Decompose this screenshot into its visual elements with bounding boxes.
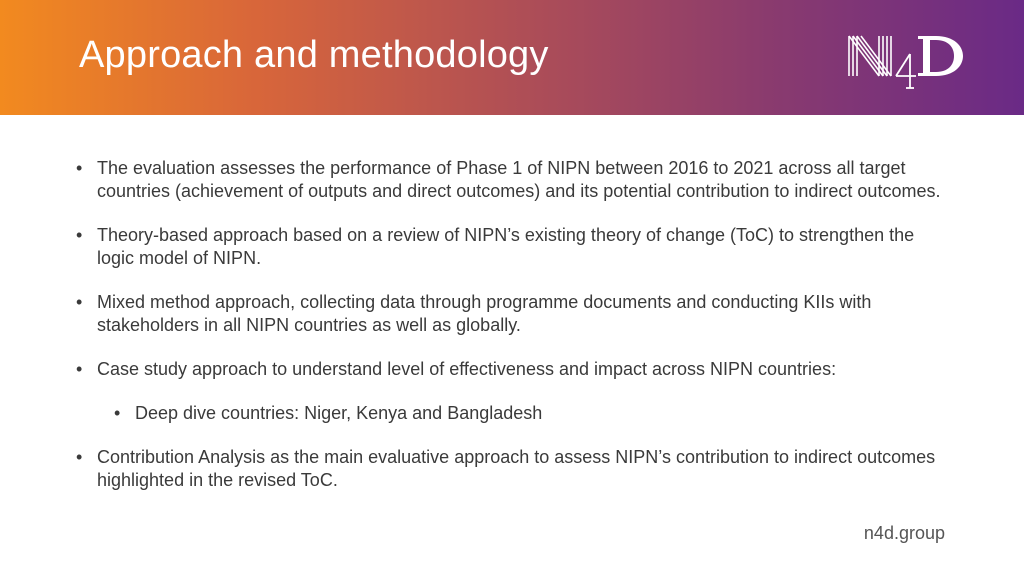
bullet-marker: • xyxy=(76,158,83,178)
header-banner xyxy=(0,0,1024,115)
bullet-marker: • xyxy=(76,359,83,379)
list-item xyxy=(76,358,956,381)
list-item-text: Case study approach to understand level of effectiveness and impact across NIPN countries: xyxy=(97,359,837,379)
page-title: Approach and methodology xyxy=(79,34,549,76)
bullet-marker: • xyxy=(114,403,121,423)
sub-list-item xyxy=(114,402,956,425)
list-item-text: Contribution Analysis as the main evaluative approach to assess NIPN’s contribution to indirect outcomes highlighted in the revised ToC. xyxy=(97,447,936,490)
list-item xyxy=(76,157,956,203)
list-item xyxy=(76,224,956,270)
footer-url: n4d.group xyxy=(863,523,945,543)
bullet-marker: • xyxy=(76,292,83,312)
bullet-list xyxy=(76,157,956,513)
bullet-marker: • xyxy=(76,447,83,467)
list-item-text: Theory-based approach based on a review of NIPN’s existing theory of change (ToC) to strengthen the logic model of NIPN. xyxy=(97,225,915,268)
bullet-marker: • xyxy=(76,225,83,245)
list-item-text: The evaluation assesses the performance of Phase 1 of NIPN between 2016 to 2021 across all target countries (achievement of outputs and direct outcomes) and its potential contribution to indirect outcomes. xyxy=(97,158,941,201)
list-item xyxy=(76,291,956,337)
list-item-text: Deep dive countries: Niger, Kenya and Bangladesh xyxy=(135,403,543,423)
list-item xyxy=(76,446,956,492)
list-item-text: Mixed method approach, collecting data through programme documents and conducting KIIs with stakeholders in all NIPN countries as well as globally. xyxy=(97,292,872,335)
n4d-logo xyxy=(846,32,966,90)
